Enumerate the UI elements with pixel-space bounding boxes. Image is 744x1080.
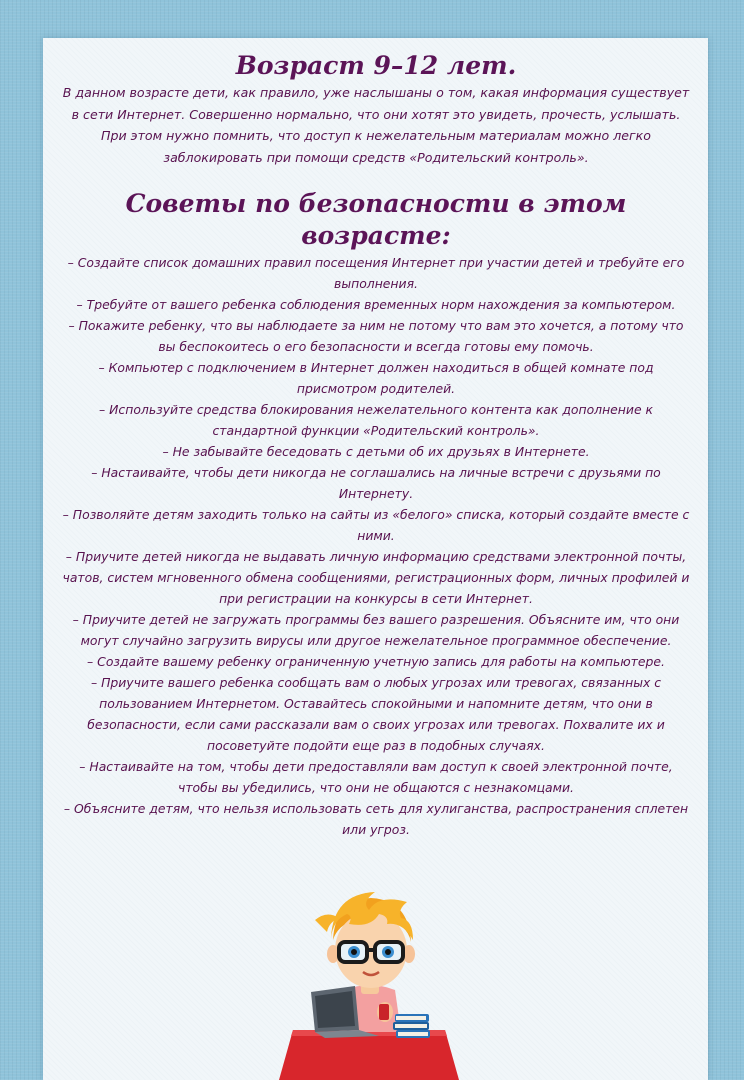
tip-item: – Требуйте от вашего ребенка соблюдения временных норм нахождения за компьютером.: [76, 297, 676, 312]
tip-item: – Позволяйте детям заходить только на сайты из «белого» списка, который создайте вместе с ними.: [62, 507, 690, 543]
boy-with-laptop-illustration: [275, 880, 465, 1080]
tip-item: – Объясните детям, что нельзя использовать сеть для хулиганства, распространения сплетен или угроз.: [63, 801, 689, 837]
tip-item: – Не забывайте беседовать с детьми об их друзьях в Интернете.: [162, 444, 590, 459]
tip-item: – Создайте список домашних правил посещения Интернет при участии детей и требуйте его выполнения.: [67, 255, 685, 291]
books-icon: [393, 1014, 430, 1038]
tips-list: [60, 252, 692, 840]
tip-item: – Приучите вашего ребенка сообщать вам о любых угрозах или тревогах, связанных с пользованием Интернетом. Оставайтесь спокойными и напомните детям, что они в безопасности, если сами рассказали вам о своих угрозах или тревогах. Похвалите их и посоветуйте подойти еще раз в подобных случаях.: [87, 675, 665, 753]
tip-item: – Приучите детей не загружать программы без вашего разрешения. Объясните им, что они могут случайно загрузить вирусы или другое нежелательное программное обеспечение.: [72, 612, 680, 648]
intro-paragraph: В данном возрасте дети, как правило, уже наслышаны о том, какая информация существует в сети Интернет. Совершенно нормально, что они хотят это увидеть, прочесть, услышать. При этом нужно помнить, что доступ к нежелательным материалам можно легко заблокировать при помощи средств «Родительский контроль».: [62, 85, 690, 165]
tip-item: – Настаивайте, чтобы дети никогда не соглашались на личные встречи с друзьями по Интернету.: [91, 465, 661, 501]
content: [60, 50, 692, 840]
page-title: Возраст 9–12 лет.: [235, 51, 517, 80]
tip-item: – Используйте средства блокирования нежелательного контента как дополнение к стандартной функции «Родительский контроль».: [99, 402, 653, 438]
tip-item: – Приучите детей никогда не выдавать личную информацию средствами электронной почты, чатов, систем мгновенного обмена сообщениями, регистрационных форм, личных профилей и при регистрации на конкурсы в сети Интернет.: [62, 549, 690, 606]
desk: [279, 1030, 459, 1080]
tip-item: – Создайте вашему ребенку ограниченную учетную запись для работы на компьютере.: [87, 654, 665, 669]
tip-item: – Настаивайте на том, чтобы дети предоставляли вам доступ к своей электронной почте, чтобы вы убедились, что они не общаются с незнакомцами.: [79, 759, 673, 795]
tip-item: – Компьютер с подключением в Интернет должен находиться в общей комнате под присмотром родителей.: [98, 360, 654, 396]
tip-item: – Покажите ребенку, что вы наблюдаете за ним не потому что вам это хочется, а потому что вы беспокоитесь о его безопасности и всегда готовы ему помочь.: [68, 318, 684, 354]
tips-title: Советы по безопасности в этом возрасте:: [125, 189, 627, 250]
